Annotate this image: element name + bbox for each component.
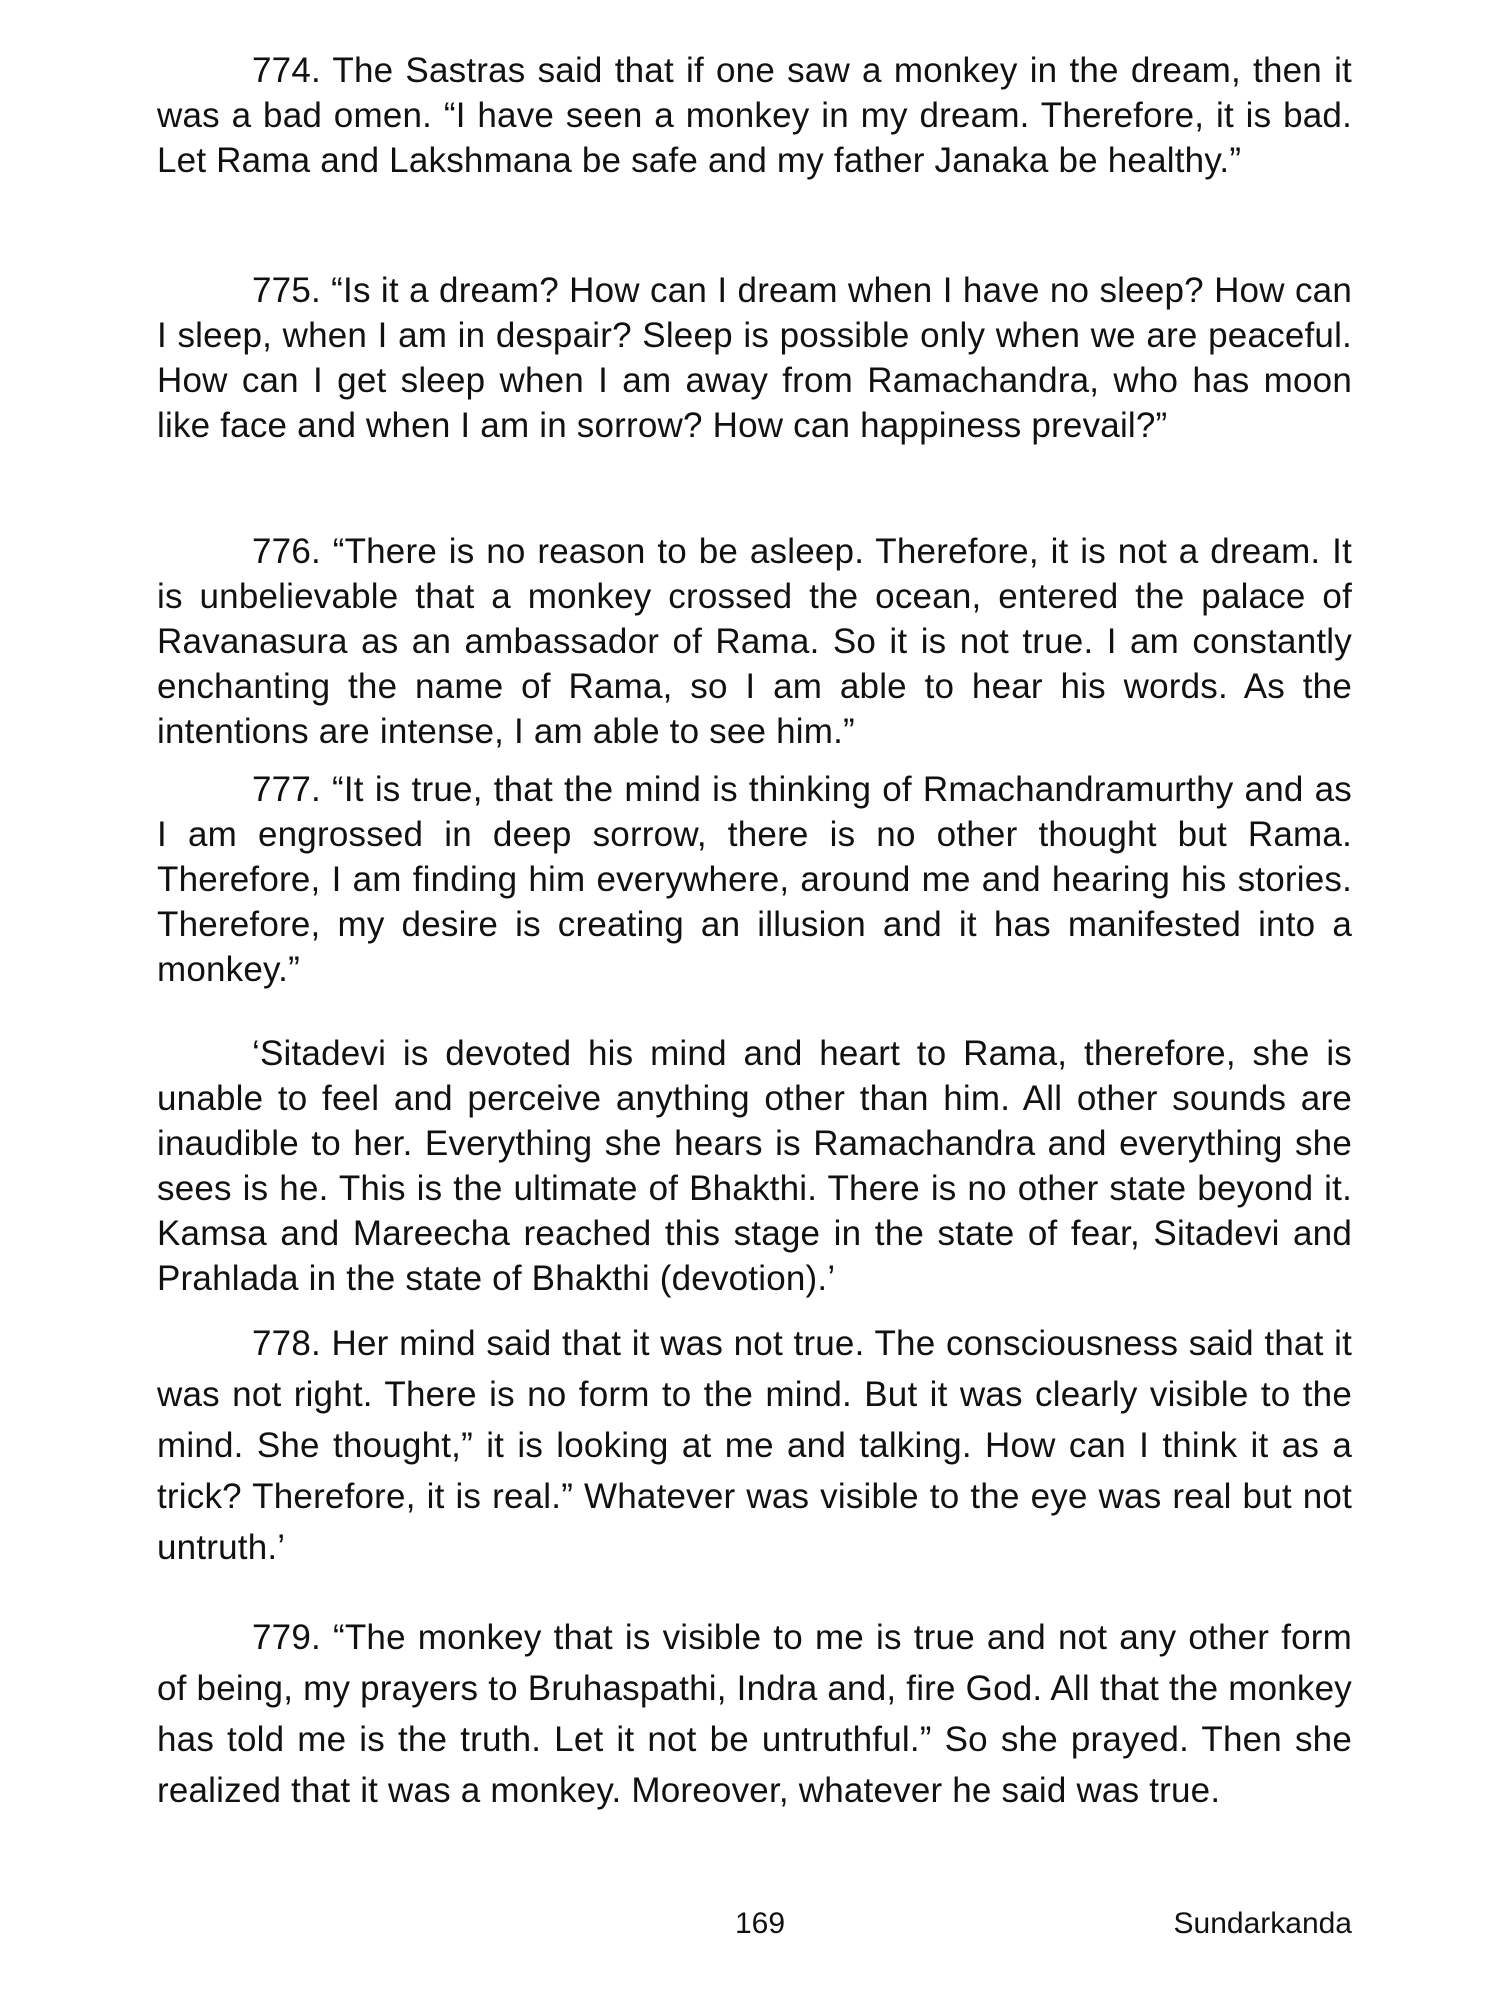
paragraph-779: 779. “The monkey that is visible to me is true and not any other form of being, my prayers to Bruhaspathi, Indra and, fire God. All that the monkey has told me is the truth. Let it not be untruthful.” So she prayed. Then she realized that it was a monkey. Moreover, whatever he said was true. xyxy=(157,1618,1352,1810)
page-number: 169 xyxy=(734,1907,786,1940)
paragraph-778: 778. Her mind said that it was not true. The consciousness said that it was not right. There is no form to the mind. But it was clearly visible to the mind. She thought,” it is looking at me and talking. How can I think it as a trick? Therefore, it is real.” Whatever was visible to the eye was real but not untruth.’ xyxy=(157,1324,1352,1567)
paragraph-774: 774. The Sastras said that if one saw a monkey in the dream, then it was a bad omen. “I have seen a monkey in my dream. Therefore, it is bad. Let Rama and Lakshmana be safe and my father Janaka be healthy.” xyxy=(157,51,1352,180)
paragraph-777: 777. “It is true, that the mind is thinking of Rmachandramurthy and as I am engrossed in deep sorrow, there is no other thought but Rama. Therefore, I am finding him everywhere, around me and hearing his stories. Therefore, my desire is creating an illusion and it has manifested into a monkey.” xyxy=(157,770,1352,989)
paragraph-775: 775. “Is it a dream? How can I dream when I have no sleep? How can I sleep, when I am in despair? Sleep is possible only when we are peaceful. How can I get sleep when I am away from Ramachandra, who has moon like face and when I am in sorrow? How can happiness prevail?” xyxy=(157,271,1352,445)
paragraph-commentary: ‘Sitadevi is devoted his mind and heart to Rama, therefore, she is unable to feel and perceive anything other than him. All other sounds are inaudible to her. Everything she hears is Ramachandra and everything she sees is he. This is the ultimate of Bhakthi. There is no other state beyond it. Kamsa and Mareecha reached this stage in the state of fear, Sitadevi and Prahlada in the state of Bhakthi (devotion).’ xyxy=(157,1034,1352,1298)
running-title: Sundarkanda xyxy=(1173,1907,1352,1940)
paragraph-776: 776. “There is no reason to be asleep. Therefore, it is not a dream. It is unbelievable that a monkey crossed the ocean, entered the palace of Ravanasura as an ambassador of Rama. So it is not true. I am constantly enchanting the name of Rama, so I am able to hear his words. As the intentions are intense, I am able to see him.” xyxy=(157,532,1352,751)
